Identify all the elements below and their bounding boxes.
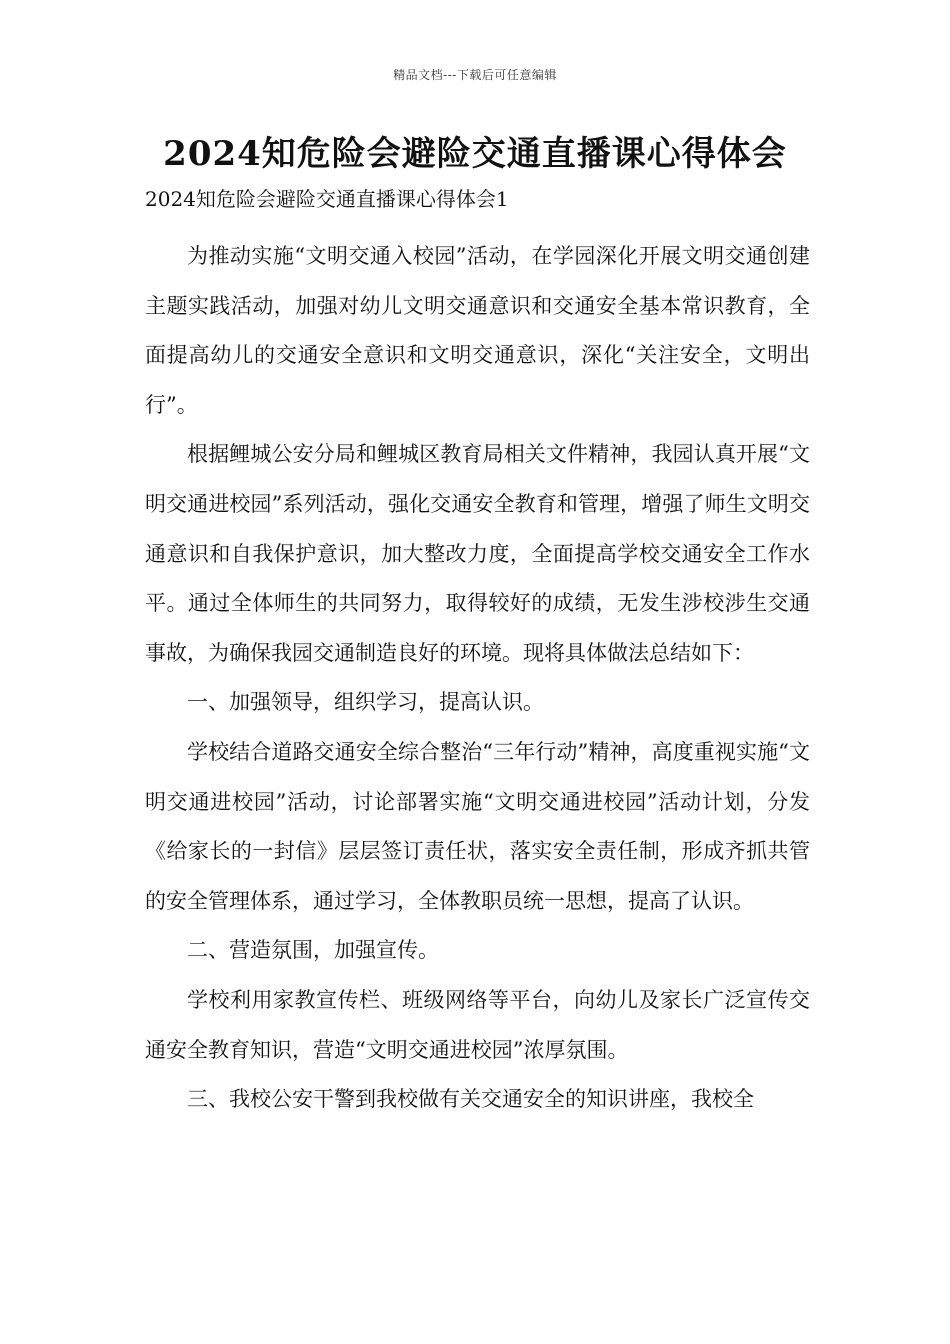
header-note: 精品文档---下载后可任意编辑 xyxy=(393,68,557,82)
section-heading-1: 一、加强领导，组织学习，提高认识。 xyxy=(187,690,544,715)
paragraph-background: 根据鲤城公安分局和鲤城区教育局相关文件精神，我园认真开展“文明交通进校园”系列活动，强化交通安全教育和管理，增强了师生文明交通意识和自我保护意识，加大整改力度，全面提高学校交通安全工作水平。通过全体师生的共同努力，取得较好的成绩，无发生涉校涉生交通事故，为确保我园交通制造良好的环境。现将具体做法总结如下： xyxy=(145,442,810,665)
section-heading-2: 二、营造氛围，加强宣传。 xyxy=(187,938,439,963)
paragraph-section-2: 学校利用家教宣传栏、班级网络等平台，向幼儿及家长广泛宣传交通安全教育知识，营造“文明交通进校园”浓厚氛围。 xyxy=(145,987,810,1062)
document-body xyxy=(145,184,810,1125)
document-title: 2024知危险会避险交通直播课心得体会 xyxy=(163,134,787,174)
paragraph-intro: 为推动实施“文明交通入校园”活动，在学园深化开展文明交通创建主题实践活动，加强对幼儿文明交通意识和交通安全基本常识教育，全面提高幼儿的交通安全意识和文明交通意识，深化“关注安全，文明出行”。 xyxy=(145,244,810,417)
paragraph-section-3: 三、我校公安干警到我校做有关交通安全的知识讲座，我校全 xyxy=(187,1087,754,1112)
document-subtitle: 2024知危险会避险交通直播课心得体会1 xyxy=(145,187,509,211)
paragraph-section-1: 学校结合道路交通安全综合整治“三年行动”精神，高度重视实施“文明交通进校园”活动，讨论部署实施“文明交通进校园”活动计划，分发《给家长的一封信》层层签订责任状，落实安全责任制，形成齐抓共管的安全管理体系，通过学习，全体教职员统一思想，提高了认识。 xyxy=(145,739,810,913)
